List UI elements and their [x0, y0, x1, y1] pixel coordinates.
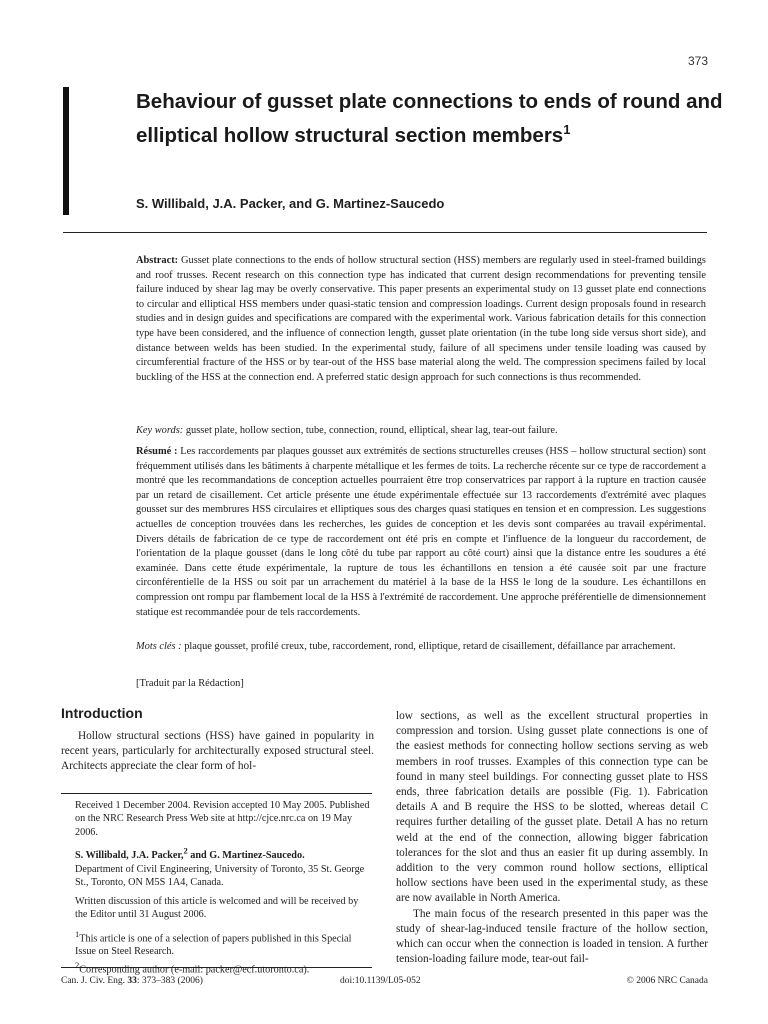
mots-cles: [136, 640, 706, 655]
journal-pages: : 373–383 (2006): [136, 976, 203, 986]
abstract: [136, 254, 706, 385]
page-number: 373: [687, 54, 708, 68]
introduction-left-paragraph: Hollow structural sections (HSS) have gained in popularity in recent years, particularly for architecturally exposed structural steel. Architects appreciate the clear form of hol-: [61, 730, 374, 773]
abstract-text: Gusset plate connections to the ends of hollow structural section (HSS) members are regularly used in steel-framed buildings and roof trusses. Recent research on this connection type has indicated that current design recommendations for preventing tensile failure induced by shear lag may be overly conservative. This paper presents an experimental study on 13 gusset plate end connections to circular and elliptical HSS members under quasi-static tension and compression loadings. Current design proposals found in research studies and in design guides and specifications are compared with the experimental work. Various fabrication details for this connection type have been considered, and the influence of connection length, gusset plate orientation (in the tube long side versus short side), and distance between welds has been studied. In the experimental study, failure of all specimens under tensile loading was caused by circumferential fracture of the HSS or by tear-out of the HSS base material along the weld. The compression specimens failed by local buckling of the HSS at the connection end. A preferred static design approach for such connections is thus recommended.: [136, 255, 706, 383]
authors-affiliation: [75, 845, 372, 889]
footnote-box: [61, 793, 372, 976]
received-note: Received 1 December 2004. Revision accepted 10 May 2005. Published on the NRC Research Press Web site at http://cjce.nrc.ca on 19 May 2006.: [75, 800, 370, 838]
keywords: [136, 424, 706, 439]
footnote-1-text: This article is one of a selection of papers published in this Special Issue on Steel Research.: [75, 933, 352, 958]
keywords-label: Key words:: [136, 425, 184, 436]
footnote-authors: [75, 845, 305, 862]
abstract-label: Abstract:: [136, 255, 179, 266]
footnote-authors-names: S. Willibald, J.A. Packer,: [75, 850, 184, 862]
discussion-note: Written discussion of this article is welcomed and will be received by the Editor until 31 August 2006.: [75, 896, 359, 921]
footnote-1: [75, 928, 372, 959]
keywords-text: gusset plate, hollow section, tube, connection, round, elliptical, shear lag, tear-out failure.: [185, 425, 558, 436]
mots-cles-text: plaque gousset, profilé creux, tube, raccordement, rond, elliptique, retard de cisaillement, défaillance par arrachement.: [184, 641, 676, 652]
author-list: S. Willibald, J.A. Packer, and G. Martinez-Saucedo: [136, 196, 445, 211]
translation-note: [Traduit par la Rédaction]: [136, 678, 244, 689]
introduction-right-paragraph-1: low sections, as well as the excellent structural properties in compression and torsion. Using gusset plate connections is one of the easiest methods for connecting hollow sections serving as web members in roof trusses. Examples of this connection type can be found in many steel buildings. For connecting gusset plate to HSS ends, three fabrication details are possible (Fig. 1). Fabrication details A and B require the HSS to be slotted, whereas detail C requires further detailing of the gusset plate. Detail A has no return weld at the end of the connection, allowing bigger fabrication tolerances for the slot and thus an easier fit up during assembly. In addition to the very common round hollow sections, elliptical hollow sections have been used in the experimental study, as these are now available in North America.: [396, 710, 708, 905]
corresponding-author-marker: 2: [183, 845, 188, 856]
resume-text: Les raccordements par plaques gousset aux extrémités de sections structurelles creuses (HSS – hollow structural section) sont fréquemment utilisés dans les bâtiments à charpente métallique et les fermes de toits. La recherche récente sur ce type de raccordement a montré que les recommandations de conception actuelles pourraient être trop conservatrices par rapport à la rupture en traction causée par un retard de cisaillement. Cet article présente une étude expérimentale effectuée sur 13 raccordements d'extrémité avec plaques gousset sur des membrures HSS circulaires et elliptiques sous des charges quasi statiques en tension et en compression. Les suggestions actuelles de conception trouvées dans les recherches, les guides de conception et les devis sont comparées au travail expérimental. Divers détails de fabrication de ce type de raccordement ont été pris en compte et l'influence de la longueur du raccordement, de l'orientation de la plaque gousset (dans le long côté du tube par rapport au côté court) ainsi que la distance entre les soudures a été examinée. Dans cette étude expérimentale, la rupture de tous les échantillons en tension a été causée soit par une fracture circonférentielle de la HSS ou soit par un arrachement du matériel à la base de la HSS le long de la soudure. Les échantillons en compression ont rompu par flambement local de la HSS à l'extrémité de raccordement. Une approche préférentielle de dimensionnement statique est recommandée pour de tels raccordements.: [136, 446, 706, 618]
title-footnote-marker: 1: [563, 122, 571, 137]
footnote-2-marker: 2: [75, 959, 80, 970]
title-accent-bar: [63, 87, 69, 215]
resume-label: Résumé :: [136, 446, 178, 457]
resume: [136, 445, 706, 620]
footnote-2-text: Corresponding author (e-mail: packer@ecf.utoronto.ca).: [79, 964, 310, 976]
introduction-heading: Introduction: [61, 705, 143, 721]
introduction-right-paragraph-2: The main focus of the research presented in this paper was the study of shear-lag-induced tensile fracture of the hollow section, which can occur when the connection is loaded in tension. A further tension-loading failure mode, tear-out fail-: [396, 907, 708, 966]
copyright: © 2006 NRC Canada: [626, 976, 708, 986]
mots-cles-label: Mots clés :: [136, 641, 182, 652]
doi: doi:10.1139/L05-052: [340, 976, 421, 986]
journal-volume: 33: [127, 976, 137, 986]
footnote-2: [75, 959, 372, 977]
affiliation-text: Department of Civil Engineering, University of Toronto, 35 St. George St., Toronto, ON M5S 1A4, Canada.: [75, 863, 365, 888]
journal-name: Can. J. Civ. Eng.: [61, 976, 126, 986]
article-title: [136, 88, 726, 150]
introduction-right-column: [396, 709, 708, 967]
article-title-text: Behaviour of gusset plate connections to ends of round and elliptical hollow structural section members: [136, 90, 723, 147]
abstract-divider: [63, 232, 707, 233]
footnote-1-marker: 1: [75, 928, 80, 939]
footnote-authors-end: and G. Martinez-Saucedo.: [190, 850, 305, 862]
journal-citation: [61, 976, 203, 986]
